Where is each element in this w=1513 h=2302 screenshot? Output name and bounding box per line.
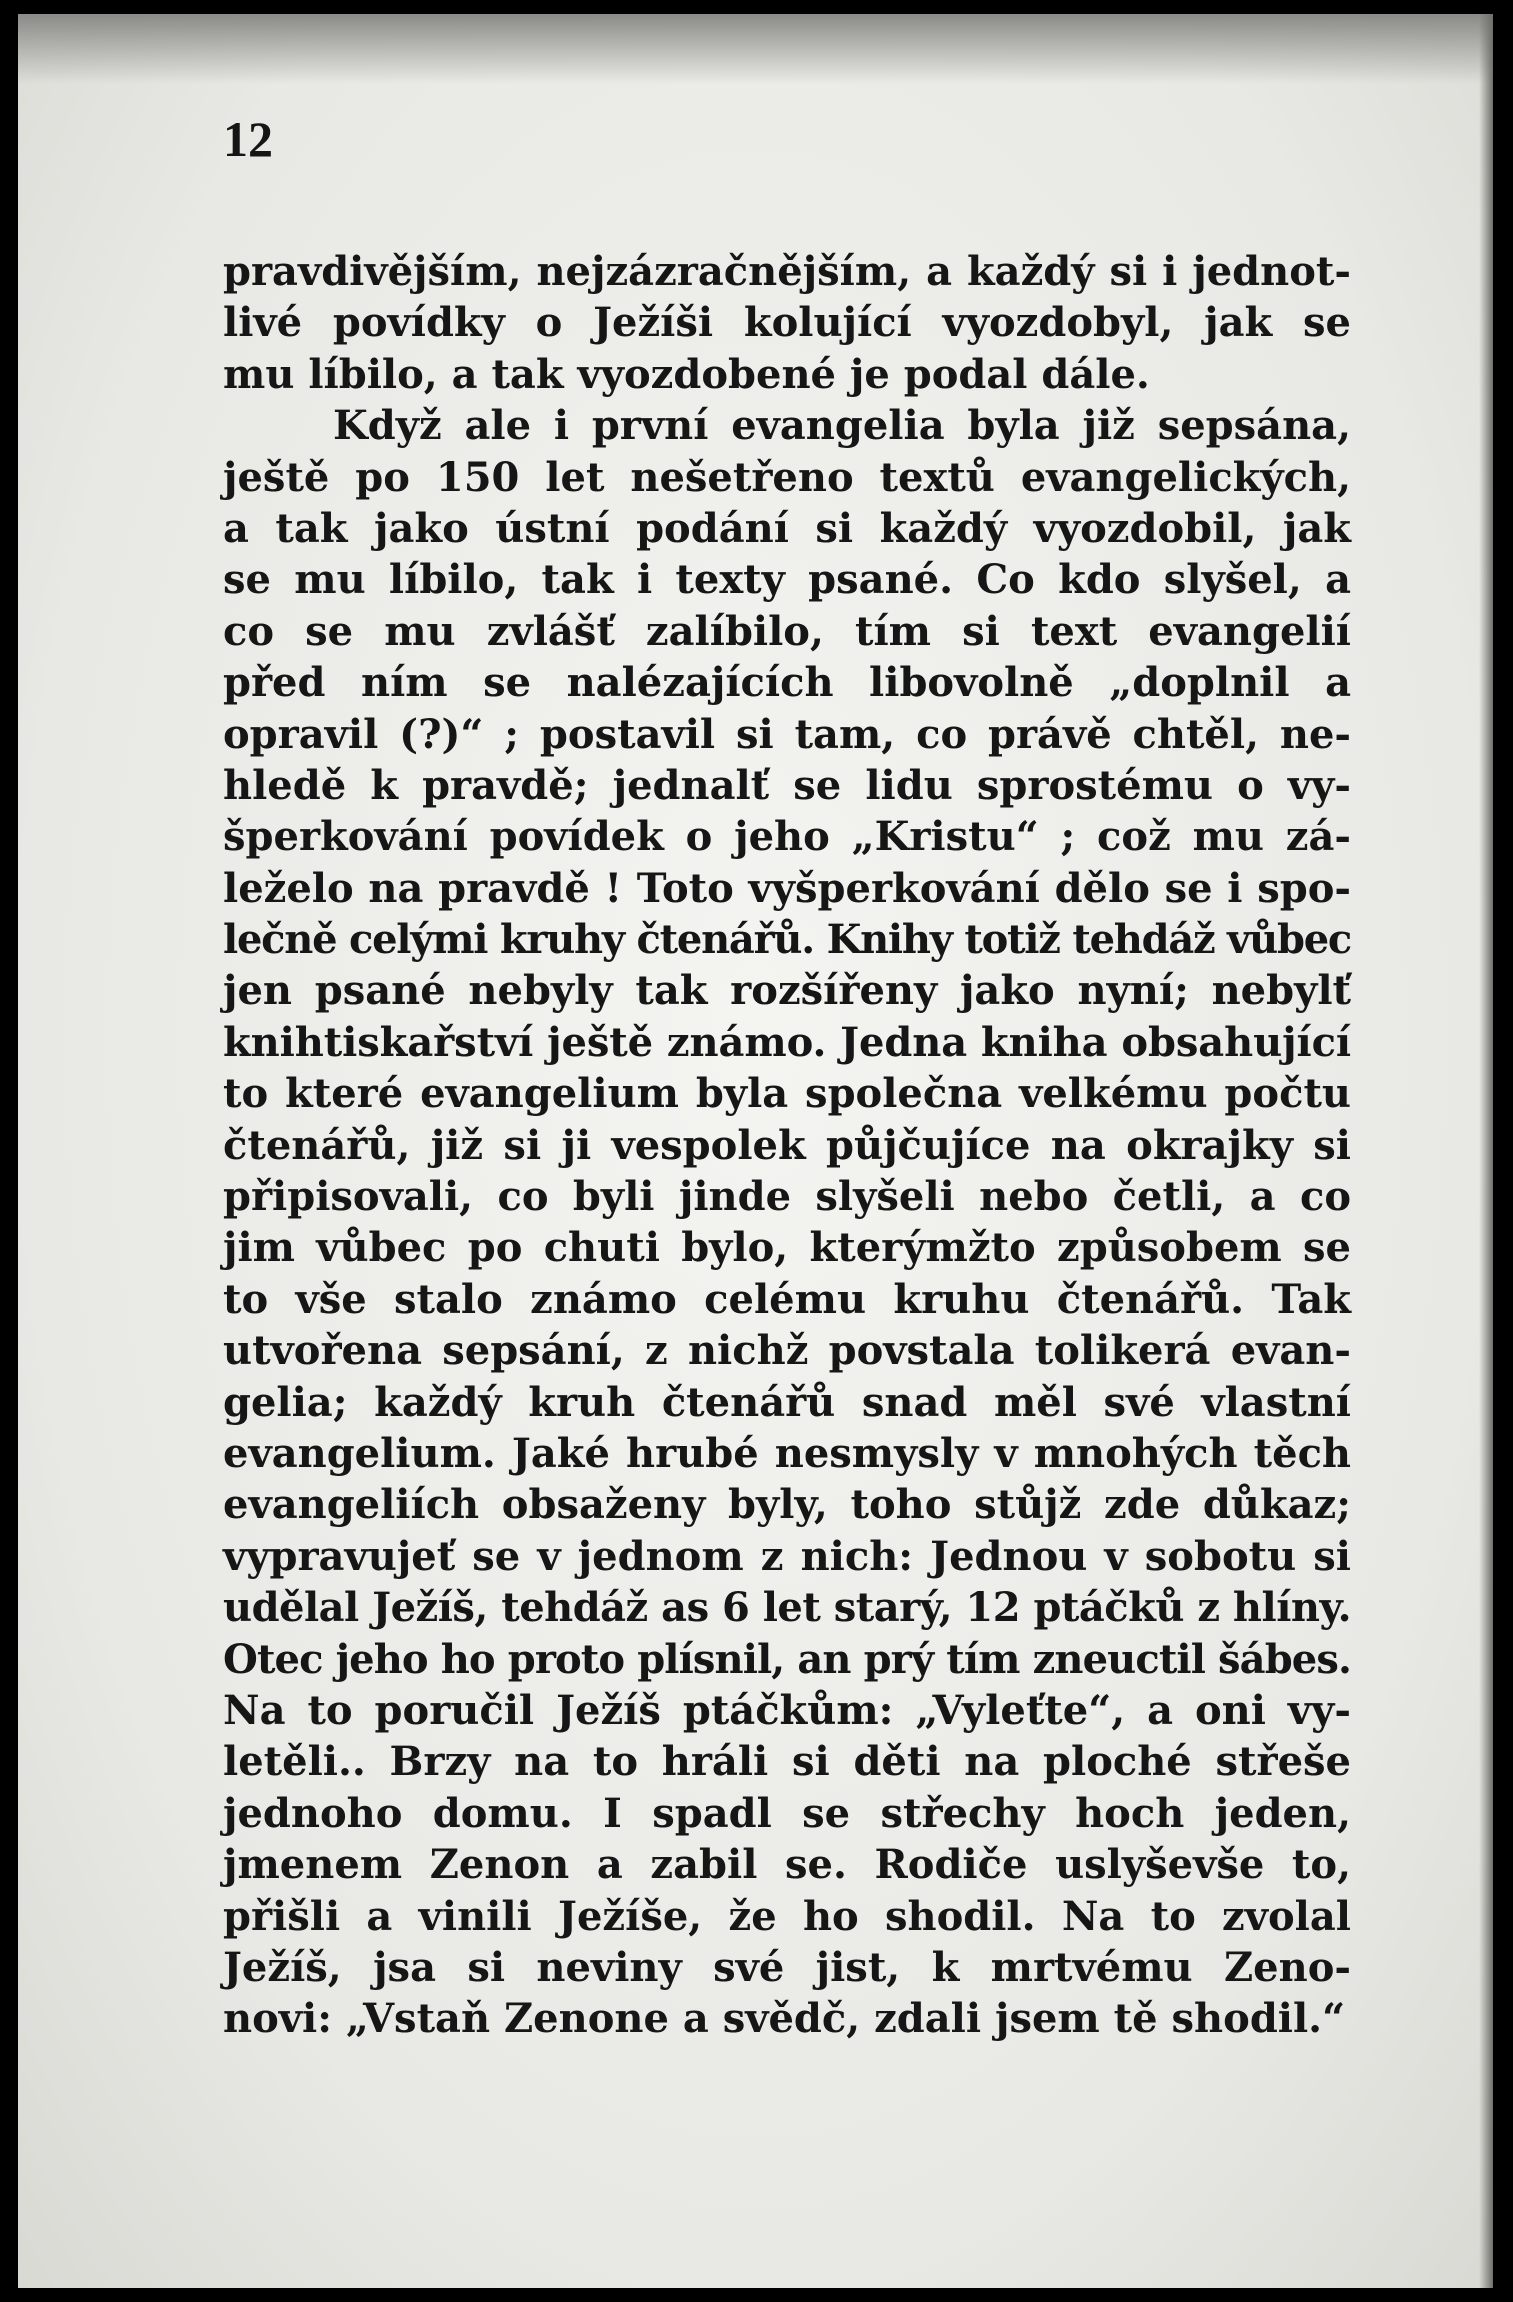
- text-line: ještě po 150 let nešetřeno textů evangelických,: [223, 453, 1351, 501]
- text-line: opravil (?)“ ; postavil si tam, co právě chtěl, ne-: [223, 710, 1351, 758]
- text-line: to které evangelium byla společna velkému počtu: [223, 1070, 1351, 1118]
- text-line: přišli a vinili Ježíše, že ho shodil. Na to zvolal: [223, 1892, 1351, 1940]
- text-line: šperkování povídek o jeho „Kristu“ ; což mu zá-: [223, 813, 1351, 861]
- text-line: utvořena sepsání, z nichž povstala tolikerá evan-: [223, 1327, 1351, 1375]
- text-line: udělal Ježíš, tehdáž as 6 let starý, 12 ptáčků z hlíny.: [223, 1584, 1351, 1632]
- text-line: pravdivějším, nejzázračnějším, a každý si i jednot-: [223, 248, 1351, 295]
- text-line: novi: „Vstaň Zenone a svědč, zdali jsem tě shodil.“: [223, 1995, 1346, 2043]
- page-right-edge: [1479, 14, 1493, 2288]
- text-line: připisovali, co byli jinde slyšeli nebo četli, a co: [223, 1173, 1351, 1221]
- text-line: před ním se nalézajících libovolně „doplnil a: [223, 659, 1351, 707]
- text-line: jednoho domu. I spadl se střechy hoch jeden,: [223, 1789, 1351, 1837]
- page-number: 12: [223, 111, 273, 167]
- text-line: evangelium. Jaké hrubé nesmysly v mnohých těch: [223, 1429, 1351, 1477]
- text-line: lečně celými kruhy čtenářů. Knihy totiž tehdáž vůbec: [223, 916, 1351, 964]
- body-text: [223, 246, 1351, 2045]
- book-page: [18, 14, 1493, 2288]
- text-line: Ježíš, jsa si neviny své jist, k mrtvému Zeno-: [223, 1943, 1351, 1991]
- text-line: mu líbilo, a tak vyozdobené je podal dále.: [223, 350, 1150, 398]
- text-line: se mu líbilo, tak i texty psané. Co kdo slyšel, a: [223, 556, 1351, 604]
- text-line: co se mu zvlášť zalíbilo, tím si text evangelií: [223, 607, 1351, 655]
- text-line: Na to poručil Ježíš ptáčkům: „Vyleťte“, a oni vy-: [223, 1686, 1351, 1734]
- text-line: to vše stalo známo celému kruhu čtenářů. Tak: [223, 1275, 1351, 1323]
- text-line: jmenem Zenon a zabil se. Rodiče uslyševše to,: [223, 1841, 1351, 1889]
- text-line: Když ale i první evangelia byla již sepsána,: [333, 402, 1351, 450]
- text-line: vypravujeť se v jednom z nich: Jednou v sobotu si: [223, 1532, 1351, 1580]
- text-line: letěli.. Brzy na to hráli si děti na ploché střeše: [223, 1738, 1351, 1786]
- text-line: knihtiskařství ještě známo. Jedna kniha obsahující: [223, 1018, 1351, 1066]
- text-line: Otec jeho ho proto plísnil, an prý tím zneuctil šábes.: [223, 1635, 1351, 1683]
- text-line: jim vůbec po chuti bylo, kterýmžto způsobem se: [223, 1224, 1351, 1272]
- text-line: evangeliích obsaženy byly, toho stůjž zde důkaz;: [223, 1481, 1351, 1529]
- text-line: jen psané nebyly tak rozšířeny jako nyní; nebylť: [223, 967, 1351, 1015]
- text-line: livé povídky o Ježíši kolující vyozdobyl, jak se: [223, 299, 1351, 347]
- text-line: leželo na pravdě ! Toto vyšperkování dělo se i spo-: [223, 864, 1351, 912]
- text-line: čtenářů, již si ji vespolek půjčujíce na okrajky si: [223, 1121, 1351, 1169]
- text-line: gelia; každý kruh čtenářů snad měl své vlastní: [223, 1378, 1351, 1426]
- text-line: a tak jako ústní podání si každý vyozdobil, jak: [223, 504, 1351, 552]
- text-line: hledě k pravdě; jednalť se lidu sprostému o vy-: [223, 761, 1351, 809]
- page-top-shadow: [18, 14, 1493, 84]
